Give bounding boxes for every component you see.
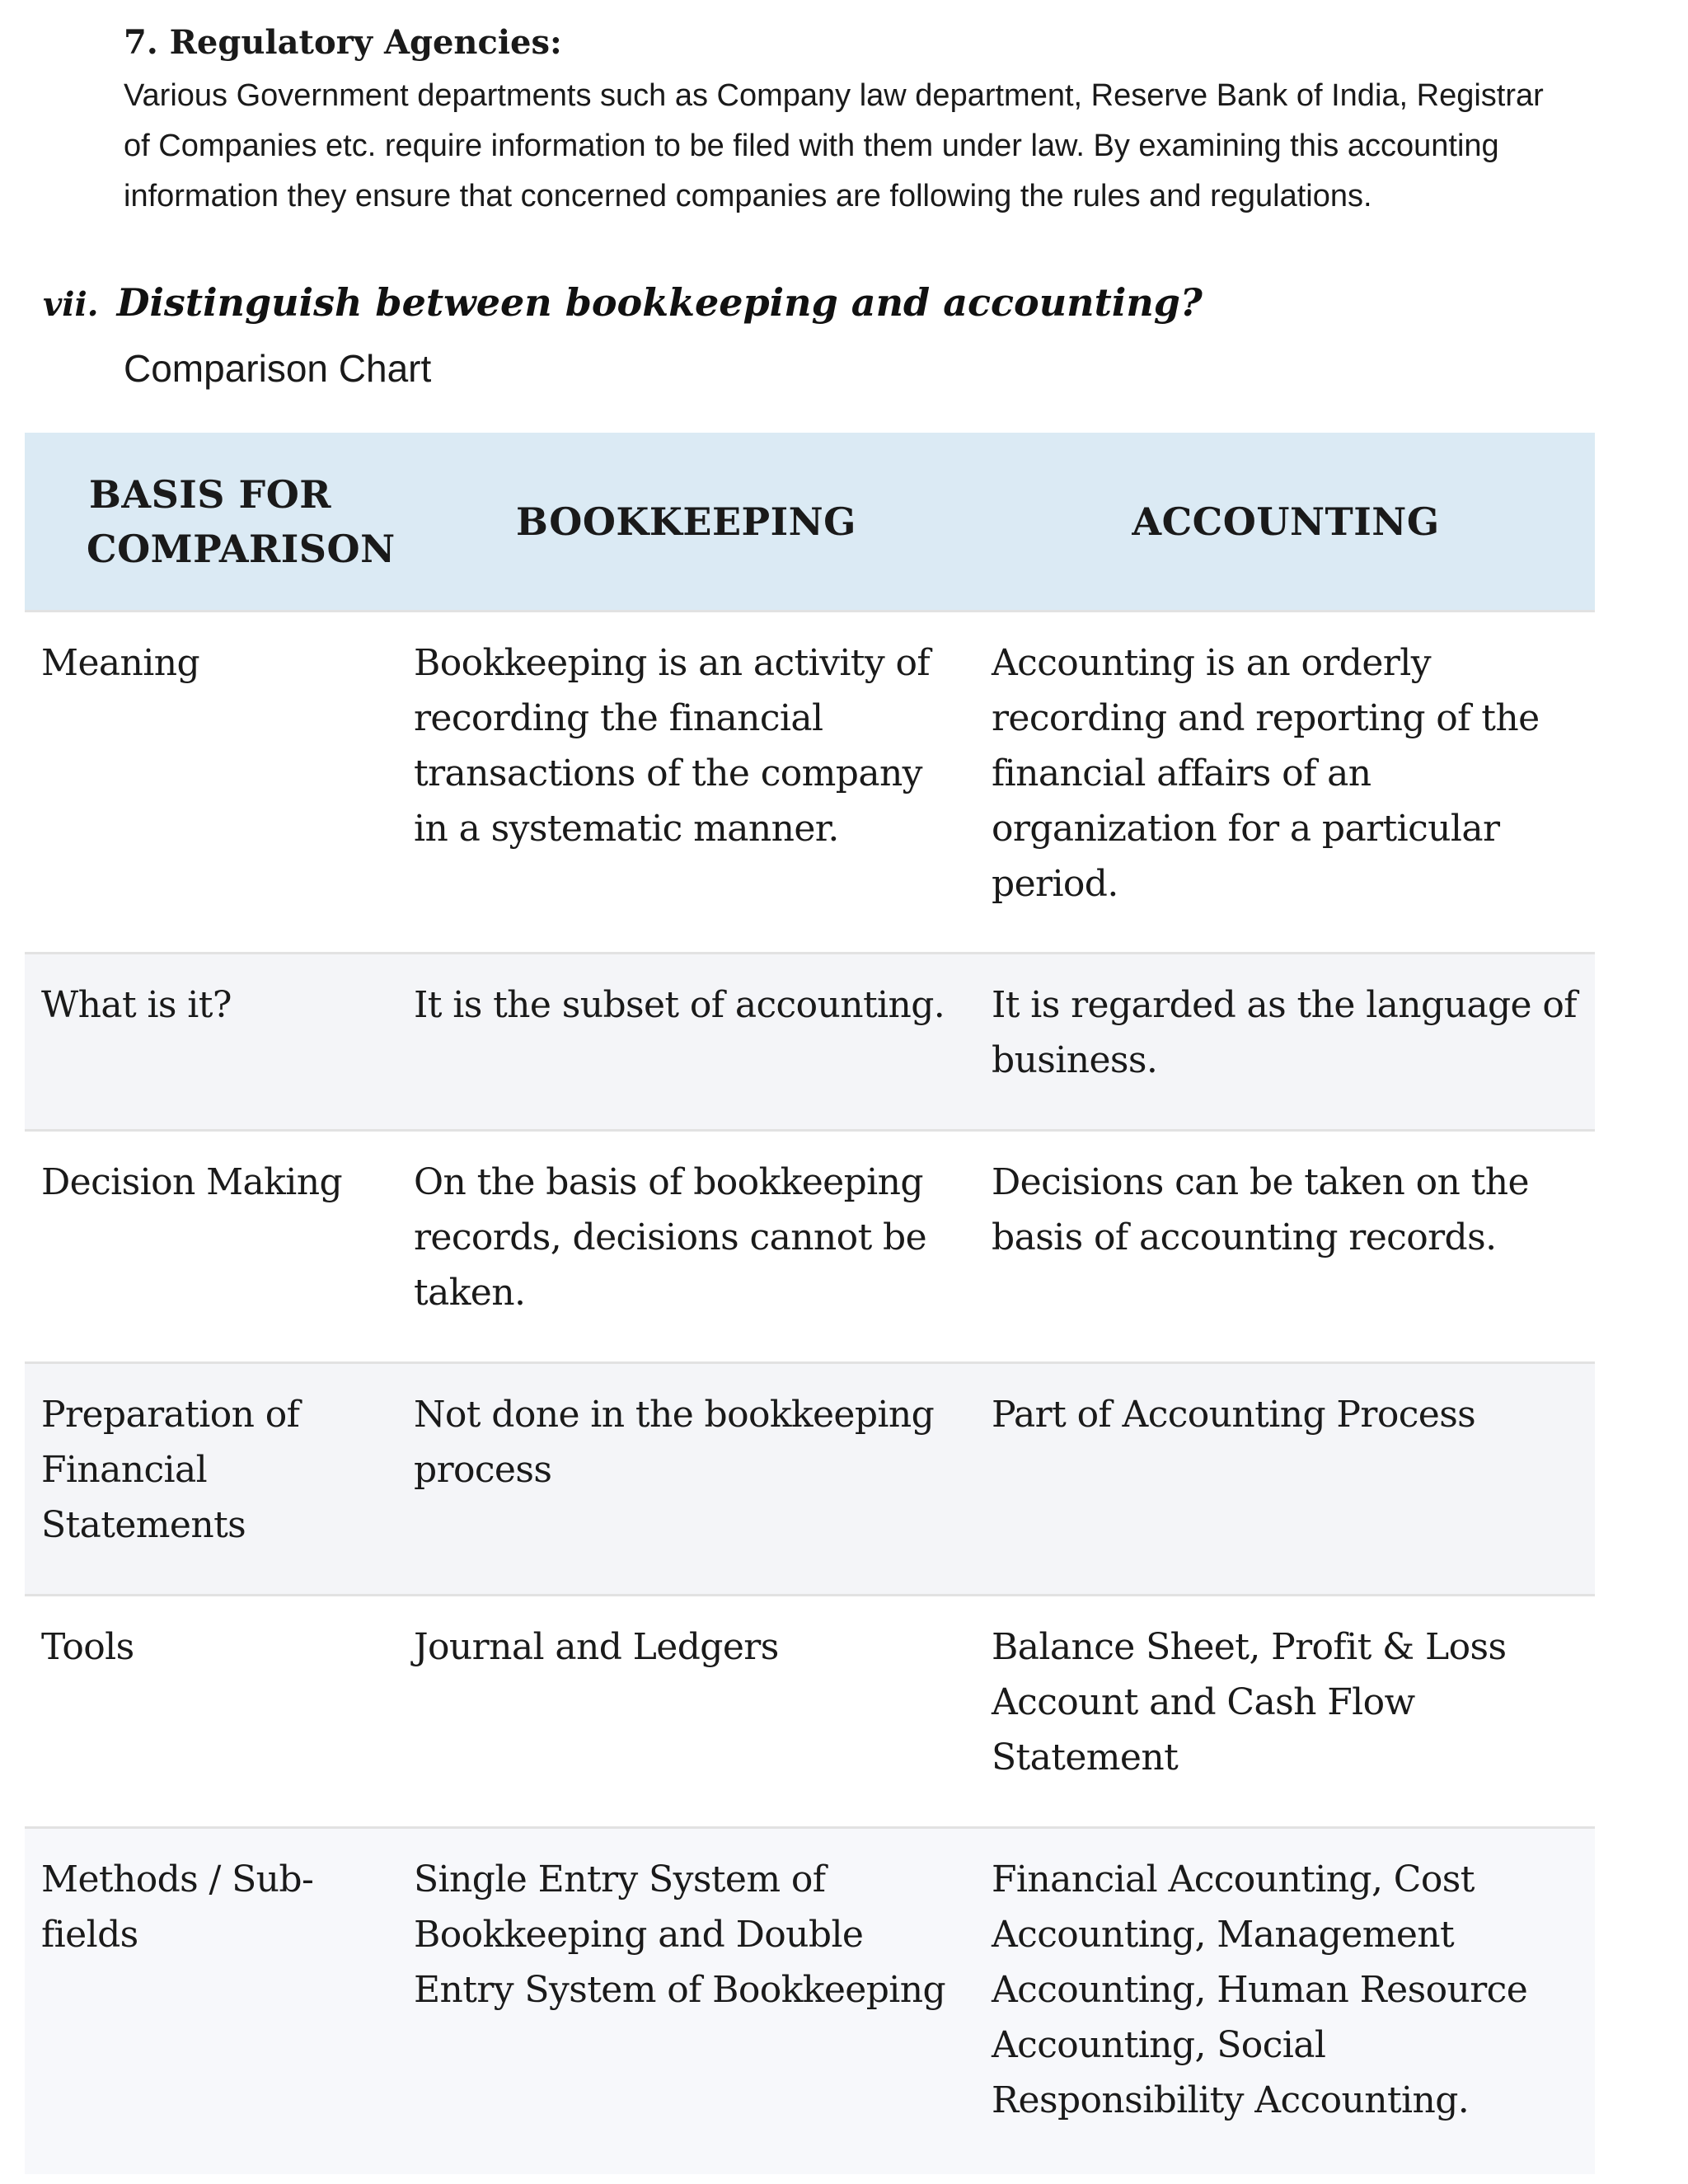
table-row — [25, 1596, 1595, 1828]
paragraph-line: information they ensure that concerned companies are following the rules and regulations. — [124, 179, 1372, 213]
cell-bookkeeping: Not done in the bookkeeping process — [396, 1363, 977, 1596]
cell-accounting: Balance Sheet, Profit & Loss Account and Cash Flow Statement — [977, 1596, 1595, 1828]
table-row — [25, 1131, 1595, 1363]
cell-accounting: Accounting is an orderly recording and reporting of the financial affairs of an organization for a particular period. — [977, 612, 1595, 954]
table-row — [25, 1828, 1595, 2174]
question-text: Distinguish between bookkeeping and accounting? — [116, 280, 1203, 325]
cell-accounting: Financial Accounting, Cost Accounting, Management Accounting, Human Resource Accounting, Social Responsibility Accounting. — [977, 1828, 1595, 2174]
section-heading: 7. Regulatory Agencies: — [124, 23, 562, 62]
table-header — [25, 433, 1595, 612]
table-row — [25, 954, 1595, 1131]
intro-paragraph — [124, 71, 1632, 222]
chart-caption: Comparison Chart — [124, 347, 432, 390]
cell-basis: Methods / Sub-fields — [25, 1828, 396, 2174]
cell-bookkeeping: On the basis of bookkeeping records, decisions cannot be taken. — [396, 1131, 977, 1363]
paragraph-line: Various Government departments such as Company law department, Reserve Bank of India, Registrar — [124, 78, 1544, 113]
table-body — [25, 612, 1595, 2174]
cell-basis: Preparation of Financial Statements — [25, 1363, 396, 1596]
header-accounting: ACCOUNTING — [977, 433, 1595, 612]
paragraph-line: of Companies etc. require information to be filed with them under law. By examining this accounting — [124, 129, 1499, 163]
question-number: vii. — [43, 285, 99, 324]
header-bookkeeping: BOOKKEEPING — [396, 433, 977, 612]
question-heading — [43, 280, 1203, 325]
cell-bookkeeping: It is the subset of accounting. — [396, 954, 977, 1131]
cell-basis: Decision Making — [25, 1131, 396, 1363]
header-row — [25, 433, 1595, 612]
table-row — [25, 612, 1595, 954]
header-basis: BASIS FOR COMPARISON — [25, 433, 396, 612]
cell-accounting: Part of Accounting Process — [977, 1363, 1595, 1596]
cell-bookkeeping: Single Entry System of Bookkeeping and Double Entry System of Bookkeeping — [396, 1828, 977, 2174]
cell-basis: Tools — [25, 1596, 396, 1828]
cell-basis: Meaning — [25, 612, 396, 954]
cell-basis: What is it? — [25, 954, 396, 1131]
table-row — [25, 1363, 1595, 1596]
cell-bookkeeping: Journal and Ledgers — [396, 1596, 977, 1828]
cell-accounting: It is regarded as the language of business. — [977, 954, 1595, 1131]
cell-bookkeeping: Bookkeeping is an activity of recording the financial transactions of the company in a systematic manner. — [396, 612, 977, 954]
comparison-table — [25, 433, 1595, 2174]
cell-accounting: Decisions can be taken on the basis of accounting records. — [977, 1131, 1595, 1363]
